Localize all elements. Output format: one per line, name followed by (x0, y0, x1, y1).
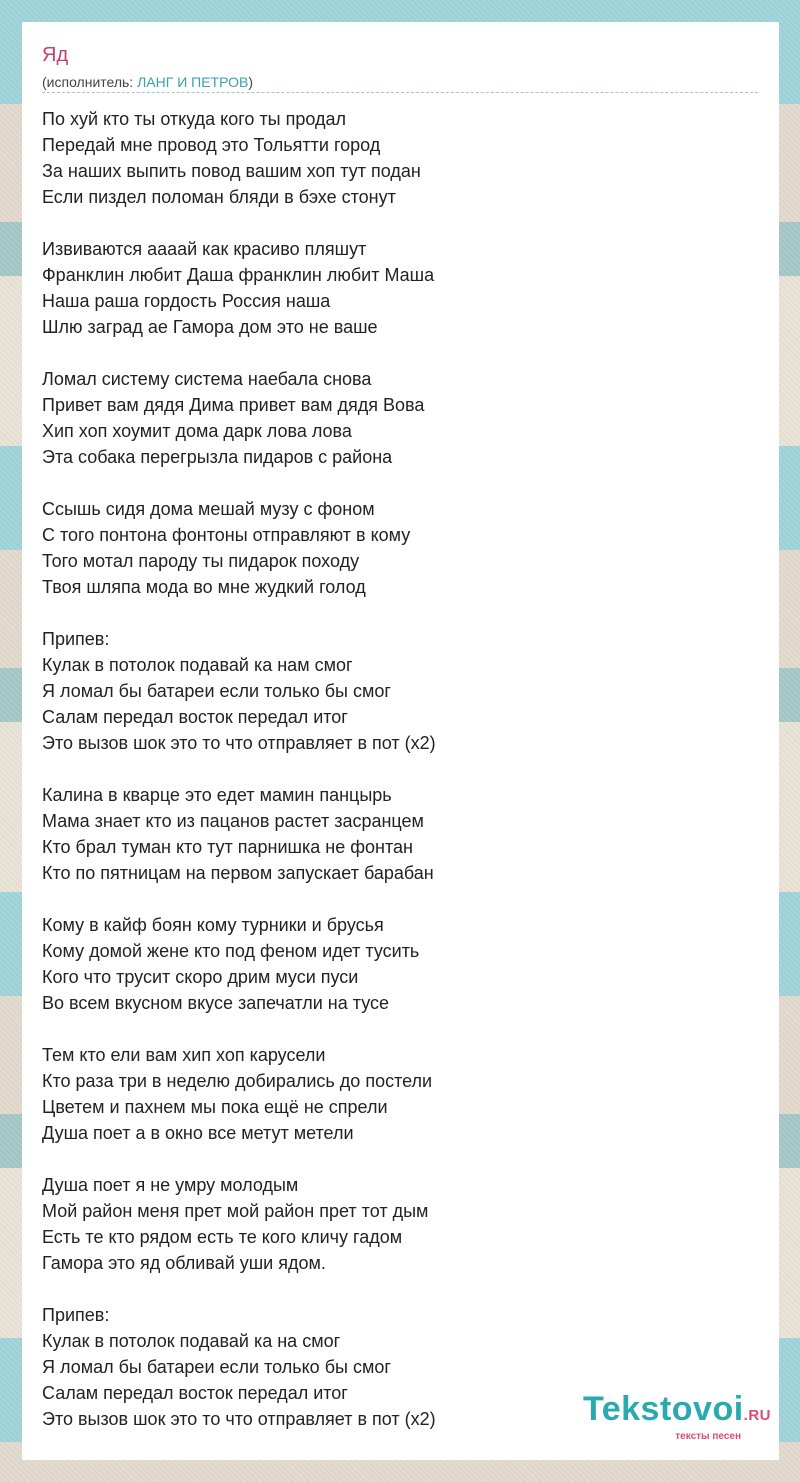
lyrics-text (42, 106, 758, 1458)
lyric-line: Гамора это яд обливай уши ядом. (42, 1253, 326, 1273)
lyric-line: Душа поет а в окно все метут метели (42, 1123, 354, 1143)
lyric-line: Кого что трусит скоро дрим муси пуси (42, 967, 359, 987)
lyric-line: Цветем и пахнем мы пока ещё не спрели (42, 1097, 388, 1117)
lyric-line: Кому домой жене кто под феном идет тусить (42, 941, 420, 961)
lyric-line: Извиваются аааай как красиво пляшут (42, 239, 367, 259)
logo-wordmark (583, 1392, 771, 1433)
lyric-line: Привет вам дядя Дима привет вам дядя Вова (42, 395, 425, 415)
lyrics-stanza (42, 366, 758, 470)
lyric-line: Эта собака перегрызла пидаров с района (42, 447, 393, 467)
lyric-line: Салам передал восток передал итог (42, 1383, 348, 1403)
lyric-line: Хип хоп хоумит дома дарк лова лова (42, 421, 352, 441)
lyrics-stanza (42, 236, 758, 340)
lyrics-stanza (42, 912, 758, 1016)
artist-suffix: ) (248, 74, 254, 90)
lyric-line: Ссышь сидя дома мешай музу с фоном (42, 499, 375, 519)
lyric-line: Тем кто ели вам хип хоп карусели (42, 1045, 326, 1065)
lyric-line: Это вызов шок это то что отправляет в пот (x2) (42, 733, 436, 753)
artist-line (42, 74, 253, 90)
lyric-line: Кто раза три в неделю добирались до постели (42, 1071, 433, 1091)
artist-prefix: (исполнитель: (42, 74, 138, 90)
lyric-line: С того понтона фонтоны отправляют в кому (42, 525, 411, 545)
lyric-line: Салам передал восток передал итог (42, 707, 348, 727)
lyric-line: Кому в кайф боян кому турники и брусья (42, 915, 384, 935)
lyric-line: Наша раша гордость Россия наша (42, 291, 331, 311)
lyric-line: Это вызов шок это то что отправляет в пот (x2) (42, 1409, 436, 1429)
lyric-line: Душа поет я не умру молодым (42, 1175, 299, 1195)
lyric-line: Ломал систему система наебала снова (42, 369, 372, 389)
lyrics-stanza (42, 496, 758, 600)
lyric-line: Калина в кварце это едет мамин панцырь (42, 785, 392, 805)
title-divider (42, 92, 758, 93)
lyric-line: Того мотал пароду ты пидарок походу (42, 551, 360, 571)
lyrics-stanza (42, 1172, 758, 1276)
lyric-line: Твоя шляпа мода во мне жудкий голод (42, 577, 366, 597)
lyrics-card (22, 22, 779, 1460)
lyric-line: За наших выпить повод вашим хоп тут подан (42, 161, 421, 181)
lyric-line: Кулак в потолок подавай ка нам смог (42, 655, 353, 675)
lyric-line: Кулак в потолок подавай ка на смог (42, 1331, 341, 1351)
lyrics-stanza (42, 626, 758, 756)
lyric-line: По хуй кто ты откуда кого ты продал (42, 109, 347, 129)
lyric-line: Я ломал бы батареи если только бы смог (42, 681, 391, 701)
lyrics-stanza (42, 782, 758, 886)
lyric-line: Кто по пятницам на первом запускает барабан (42, 863, 434, 883)
lyric-line: Мама знает кто из пацанов растет засранцем (42, 811, 424, 831)
lyric-line: Мой район меня прет мой район прет тот дым (42, 1201, 429, 1221)
lyrics-stanza (42, 106, 758, 210)
lyric-line: Припев: (42, 1305, 110, 1325)
logo-main-text: Tekstovoi (582, 1390, 744, 1428)
site-logo[interactable] (583, 1392, 771, 1442)
artist-link[interactable]: ЛАНГ И ПЕТРОВ (137, 74, 249, 90)
logo-tagline: тексты песен (675, 1431, 741, 1442)
lyric-line: Передай мне провод это Тольятти город (42, 135, 381, 155)
lyric-line: Кто брал туман кто тут парнишка не фонтан (42, 837, 413, 857)
lyric-line: Если пиздел поломан бляди в бэхе стонут (42, 187, 396, 207)
lyric-line: Во всем вкусном вкусе запечатли на тусе (42, 993, 390, 1013)
logo-tld: .RU (743, 1407, 771, 1424)
lyric-line: Франклин любит Даша франклин любит Маша (42, 265, 435, 285)
lyric-line: Есть те кто рядом есть те кого кличу гадом (42, 1227, 403, 1247)
song-title: Яд (42, 44, 69, 66)
lyrics-stanza (42, 1042, 758, 1146)
lyric-line: Шлю заград ае Гамора дом это не ваше (42, 317, 378, 337)
lyric-line: Я ломал бы батареи если только бы смог (42, 1357, 391, 1377)
lyric-line: Припев: (42, 629, 110, 649)
